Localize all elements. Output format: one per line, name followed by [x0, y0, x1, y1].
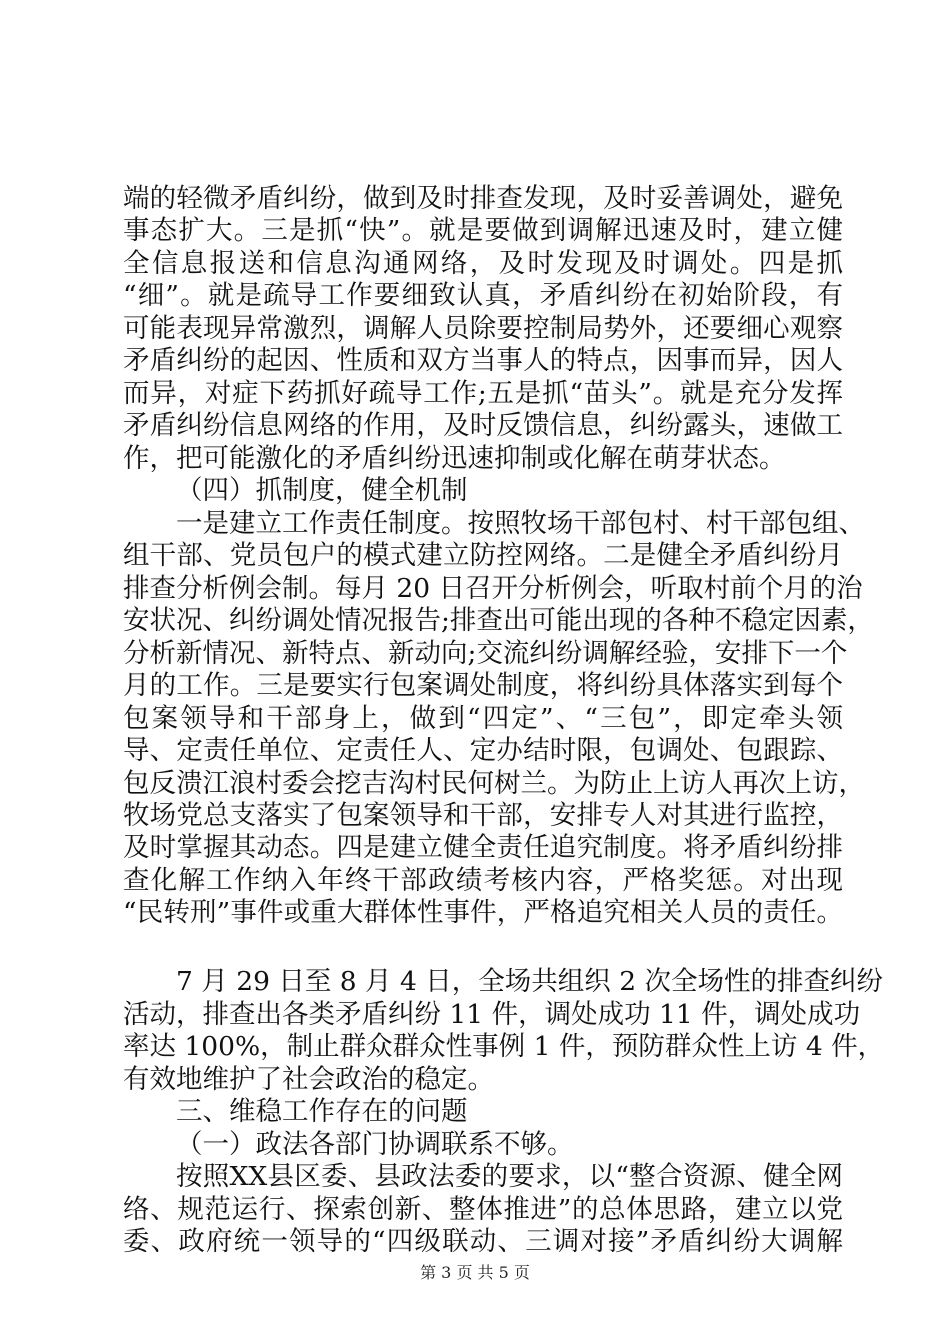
- text-line: 矛盾纠纷信息网络的作用，及时反馈信息，纠纷露头，速做工: [123, 410, 843, 442]
- text-line: 端的轻微矛盾纠纷，做到及时排查发现，及时妥善调处，避免: [123, 183, 843, 214]
- subsection-heading: （一）政法各部门协调联系不够。: [176, 1128, 574, 1160]
- section-heading: 三、维稳工作存在的问题: [176, 1096, 468, 1128]
- text-line: 活动，排查出各类矛盾纠纷 11 件，调处成功 11 件，调处成功: [123, 998, 861, 1030]
- page-footer: 第 3 页 共 5 页: [420, 1263, 530, 1282]
- text-line: 及时掌握其动态。四是建立健全责任追究制度。将矛盾纠纷排: [123, 832, 843, 864]
- text-line: 而异，对症下药抓好疏导工作;五是抓“苗头”。就是充分发挥: [123, 377, 843, 409]
- text-line: 有效地维护了社会政治的稳定。: [123, 1063, 494, 1095]
- section-heading: （四）抓制度，健全机制: [176, 475, 468, 507]
- text-line: 率达 100%，制止群众群众性事例 1 件，预防群众性上访 4 件，: [123, 1031, 885, 1063]
- text-line: 组干部、党员包户的模式建立防控网络。二是健全矛盾纠纷月: [123, 540, 843, 572]
- text-line: 导、定责任单位、定责任人、定办结时限，包调处、包跟踪、: [123, 735, 843, 767]
- text-line: “民转刑”事件或重大群体性事件，严格追究相关人员的责任。: [123, 897, 843, 929]
- text-line: 安状况、纠纷调处情况报告;排查出可能出现的各种不稳定因素，: [123, 605, 874, 637]
- text-line: 委、政府统一领导的“四级联动、三调对接”矛盾纠纷大调解: [123, 1226, 843, 1257]
- text-line: 络、规范运行、探索创新、整体推进”的总体思路，建立以党: [123, 1193, 843, 1225]
- text-line: 事态扩大。三是抓“快”。就是要做到调解迅速及时，建立健: [123, 215, 843, 247]
- text-line: “细”。就是疏导工作要细致认真，矛盾纠纷在初始阶段，有: [123, 280, 843, 312]
- text-line: 矛盾纠纷的起因、性质和双方当事人的特点，因事而异，因人: [123, 345, 843, 377]
- text-line: 可能表现异常激烈，调解人员除要控制局势外，还要细心观察: [123, 312, 843, 344]
- text-line: 一是建立工作责任制度。按照牧场干部包村、村干部包组、: [176, 507, 865, 539]
- text-line: 分析新情况、新特点、新动向;交流纠纷调解经验，安排下一个: [123, 637, 848, 669]
- text-line: 全信息报送和信息沟通网络，及时发现及时调处。四是抓: [123, 247, 843, 279]
- text-line: 按照XX县区委、县政法委的要求，以“整合资源、健全网: [176, 1161, 843, 1193]
- text-line: 牧场党总支落实了包案领导和干部，安排专人对其进行监控，: [123, 800, 843, 831]
- text-line: 包案领导和干部身上，做到“四定”、“三包”，即定牵头领: [123, 702, 843, 734]
- text-line: 作，把可能激化的矛盾纠纷迅速抑制或化解在萌芽状态。: [123, 442, 786, 474]
- text-line: 查化解工作纳入年终干部政绩考核内容，严格奖惩。对出现: [123, 864, 843, 896]
- text-line: 包反溃江浪村委会挖吉沟村民何树兰。为防止上访人再次上访，: [123, 767, 865, 799]
- text-line: 7 月 29 日至 8 月 4 日，全场共组织 2 次全场性的排查纠纷: [176, 966, 883, 998]
- text-line: 月的工作。三是要实行包案调处制度，将纠纷具体落实到每个: [123, 670, 843, 702]
- text-line: 排查分析例会制。每月 20 日召开分析例会，听取村前个月的治: [123, 572, 863, 604]
